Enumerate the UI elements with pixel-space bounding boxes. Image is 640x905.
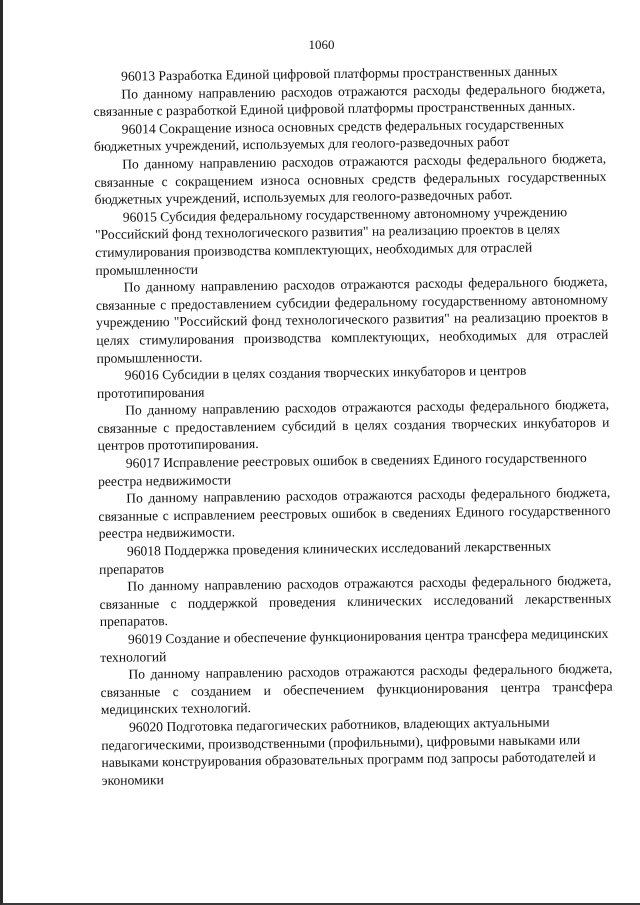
entry-96014 — [94, 115, 607, 209]
entry-96015 — [95, 202, 609, 367]
entry-description: По данному направлению расходов отражаются расходы федерального бюджета, связанные с предоставлением субсидии федеральному государственному автономному учреждению "Российский фонд технологического развития" на реализацию проектов в целях стимулирования производства комплектующих, необходимых для отраслей промышленности. — [95, 273, 609, 366]
entry-description: По данному направлению расходов отражаются расходы федерального бюджета, связанные с предоставлением субсидий в целях создания творческих инкубаторов и центров прототипирования. — [97, 397, 610, 454]
entry-96013 — [93, 62, 606, 121]
entry-96019 — [100, 625, 613, 719]
document-body — [93, 62, 614, 790]
entry-description: По данному направлению расходов отражаются расходы федерального бюджета, связанные с разработкой Единой цифровой платформы пространственных данных. — [93, 80, 606, 120]
entry-description: По данному направлению расходов отражаются расходы федерального бюджета, связанные с поддержкой проведения клинических исследований лекарственных препаратов. — [99, 572, 612, 630]
entry-heading: 96015 Субсидия федеральному государственному автономному учреждению "Российский фонд технологического развития" на реализацию проектов в целях стимулирования производства комплектующих, необходимых для отраслей промышленности — [94, 203, 568, 278]
entry-heading: 96020 Подготовка педагогических работников, владеющих актуальными педагогическими, производственными (профильными), цифровыми навыками или навыками конструирования образовательных программ под запросы работодателей и экономики — [101, 714, 596, 788]
entry-heading: 96019 Создание и обеспечение функционирования центра трансфера медицинских технологий — [100, 625, 609, 665]
entry-96018 — [99, 537, 612, 631]
page-number: 1060 — [308, 37, 335, 52]
entry-96020 — [101, 713, 614, 790]
entry-heading: 96014 Сокращение износа основных средств федеральных государственных бюджетных учреждений, используемых для геолого-разведочных работ — [93, 116, 565, 155]
entry-description: По данному направлению расходов отражаются расходы федерального бюджета, связанные с исправлением реестровых ошибок в сведениях Единого государственного реестра недвижимости. — [98, 484, 611, 542]
entry-description: По данному направлению расходов отражаются расходы федерального бюджета, связанные с сокращением износа основных средств федеральных государственных бюджетных учреждений, используемых для геолого-разведочных работ. — [94, 150, 607, 208]
entry-96016 — [97, 361, 610, 455]
entry-heading: 96018 Поддержка проведения клинических исследований лекарственных препаратов — [99, 538, 552, 577]
entry-description: По данному направлению расходов отражаются расходы федерального бюджета, связанные с созданием и обеспечением функционирования центра трансфера медицинских технологий. — [100, 660, 613, 718]
entry-heading: 96016 Субсидии в целях создания творческих инкубаторов и центров прототипирования — [96, 362, 527, 401]
entry-heading: 96013 Разработка Единой цифровой платформы пространственных данных — [121, 63, 558, 84]
entry-96017 — [98, 449, 611, 543]
entry-heading: 96017 Исправление реестровых ошибок в сведениях Единого государственного реестра недвижимости — [97, 450, 587, 489]
